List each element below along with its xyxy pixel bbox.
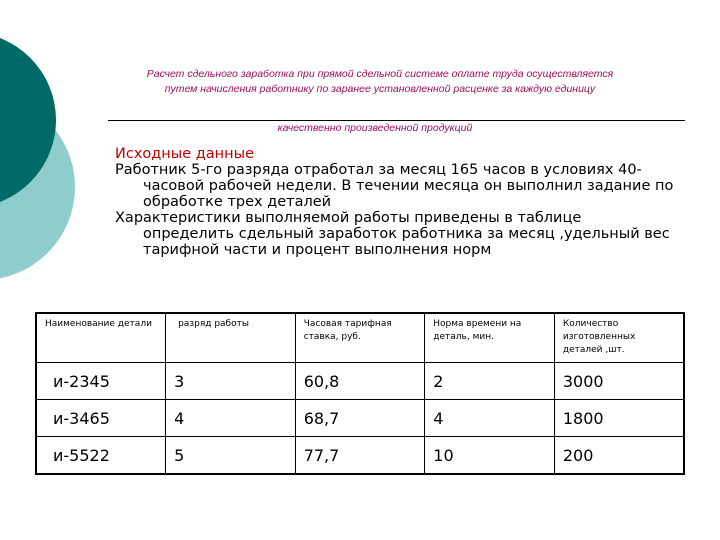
cell: 3 <box>166 363 296 400</box>
cell: 200 <box>554 437 684 475</box>
cell: 1800 <box>554 400 684 437</box>
cell: 60,8 <box>295 363 425 400</box>
cell: и-5522 <box>36 437 166 475</box>
cell: и-3465 <box>36 400 166 437</box>
cell: и-2345 <box>36 363 166 400</box>
decor-circles <box>0 0 80 290</box>
paragraph-1: Работник 5-го разряда отработал за месяц 165 часов в условиях 40- часовой рабочей недели. В течении месяца он выполнил задание по обработке трех деталей <box>115 162 674 210</box>
cell: 5 <box>166 437 296 475</box>
data-table <box>35 312 685 475</box>
task-text <box>115 146 675 258</box>
header-cell: разряд работы <box>166 313 296 363</box>
table-row <box>36 400 684 437</box>
cell: 3000 <box>554 363 684 400</box>
section-heading: Исходные данные <box>115 146 254 162</box>
divider <box>108 120 685 121</box>
header-cell: Норма времени на деталь, мин. <box>425 313 555 363</box>
title-line-1: Расчет сдельного заработка при прямой сдельной системе оплате труда осуществляется <box>146 68 614 80</box>
paragraph-2: Характеристики выполняемой работы приведены в таблице определить сдельный заработок работника за месяц ,удельный вес тарифной части и процент выполнения норм <box>115 210 670 258</box>
header-cell: Наименование детали <box>36 313 166 363</box>
title-line-2: путем начисления работнику по заранее установленной расценке за каждую единицу <box>164 83 596 95</box>
table-header-row <box>36 313 684 363</box>
cell: 4 <box>425 400 555 437</box>
cell: 10 <box>425 437 555 475</box>
cell: 2 <box>425 363 555 400</box>
cell: 68,7 <box>295 400 425 437</box>
cell: 77,7 <box>295 437 425 475</box>
header-cell: Количество изготовленных деталей ,шт. <box>554 313 684 363</box>
header-cell: Часовая тарифная ставка, руб. <box>295 313 425 363</box>
table-row <box>36 363 684 400</box>
table-row <box>36 437 684 475</box>
title-line-3: качественно произведенной продукций <box>277 122 473 134</box>
cell: 4 <box>166 400 296 437</box>
